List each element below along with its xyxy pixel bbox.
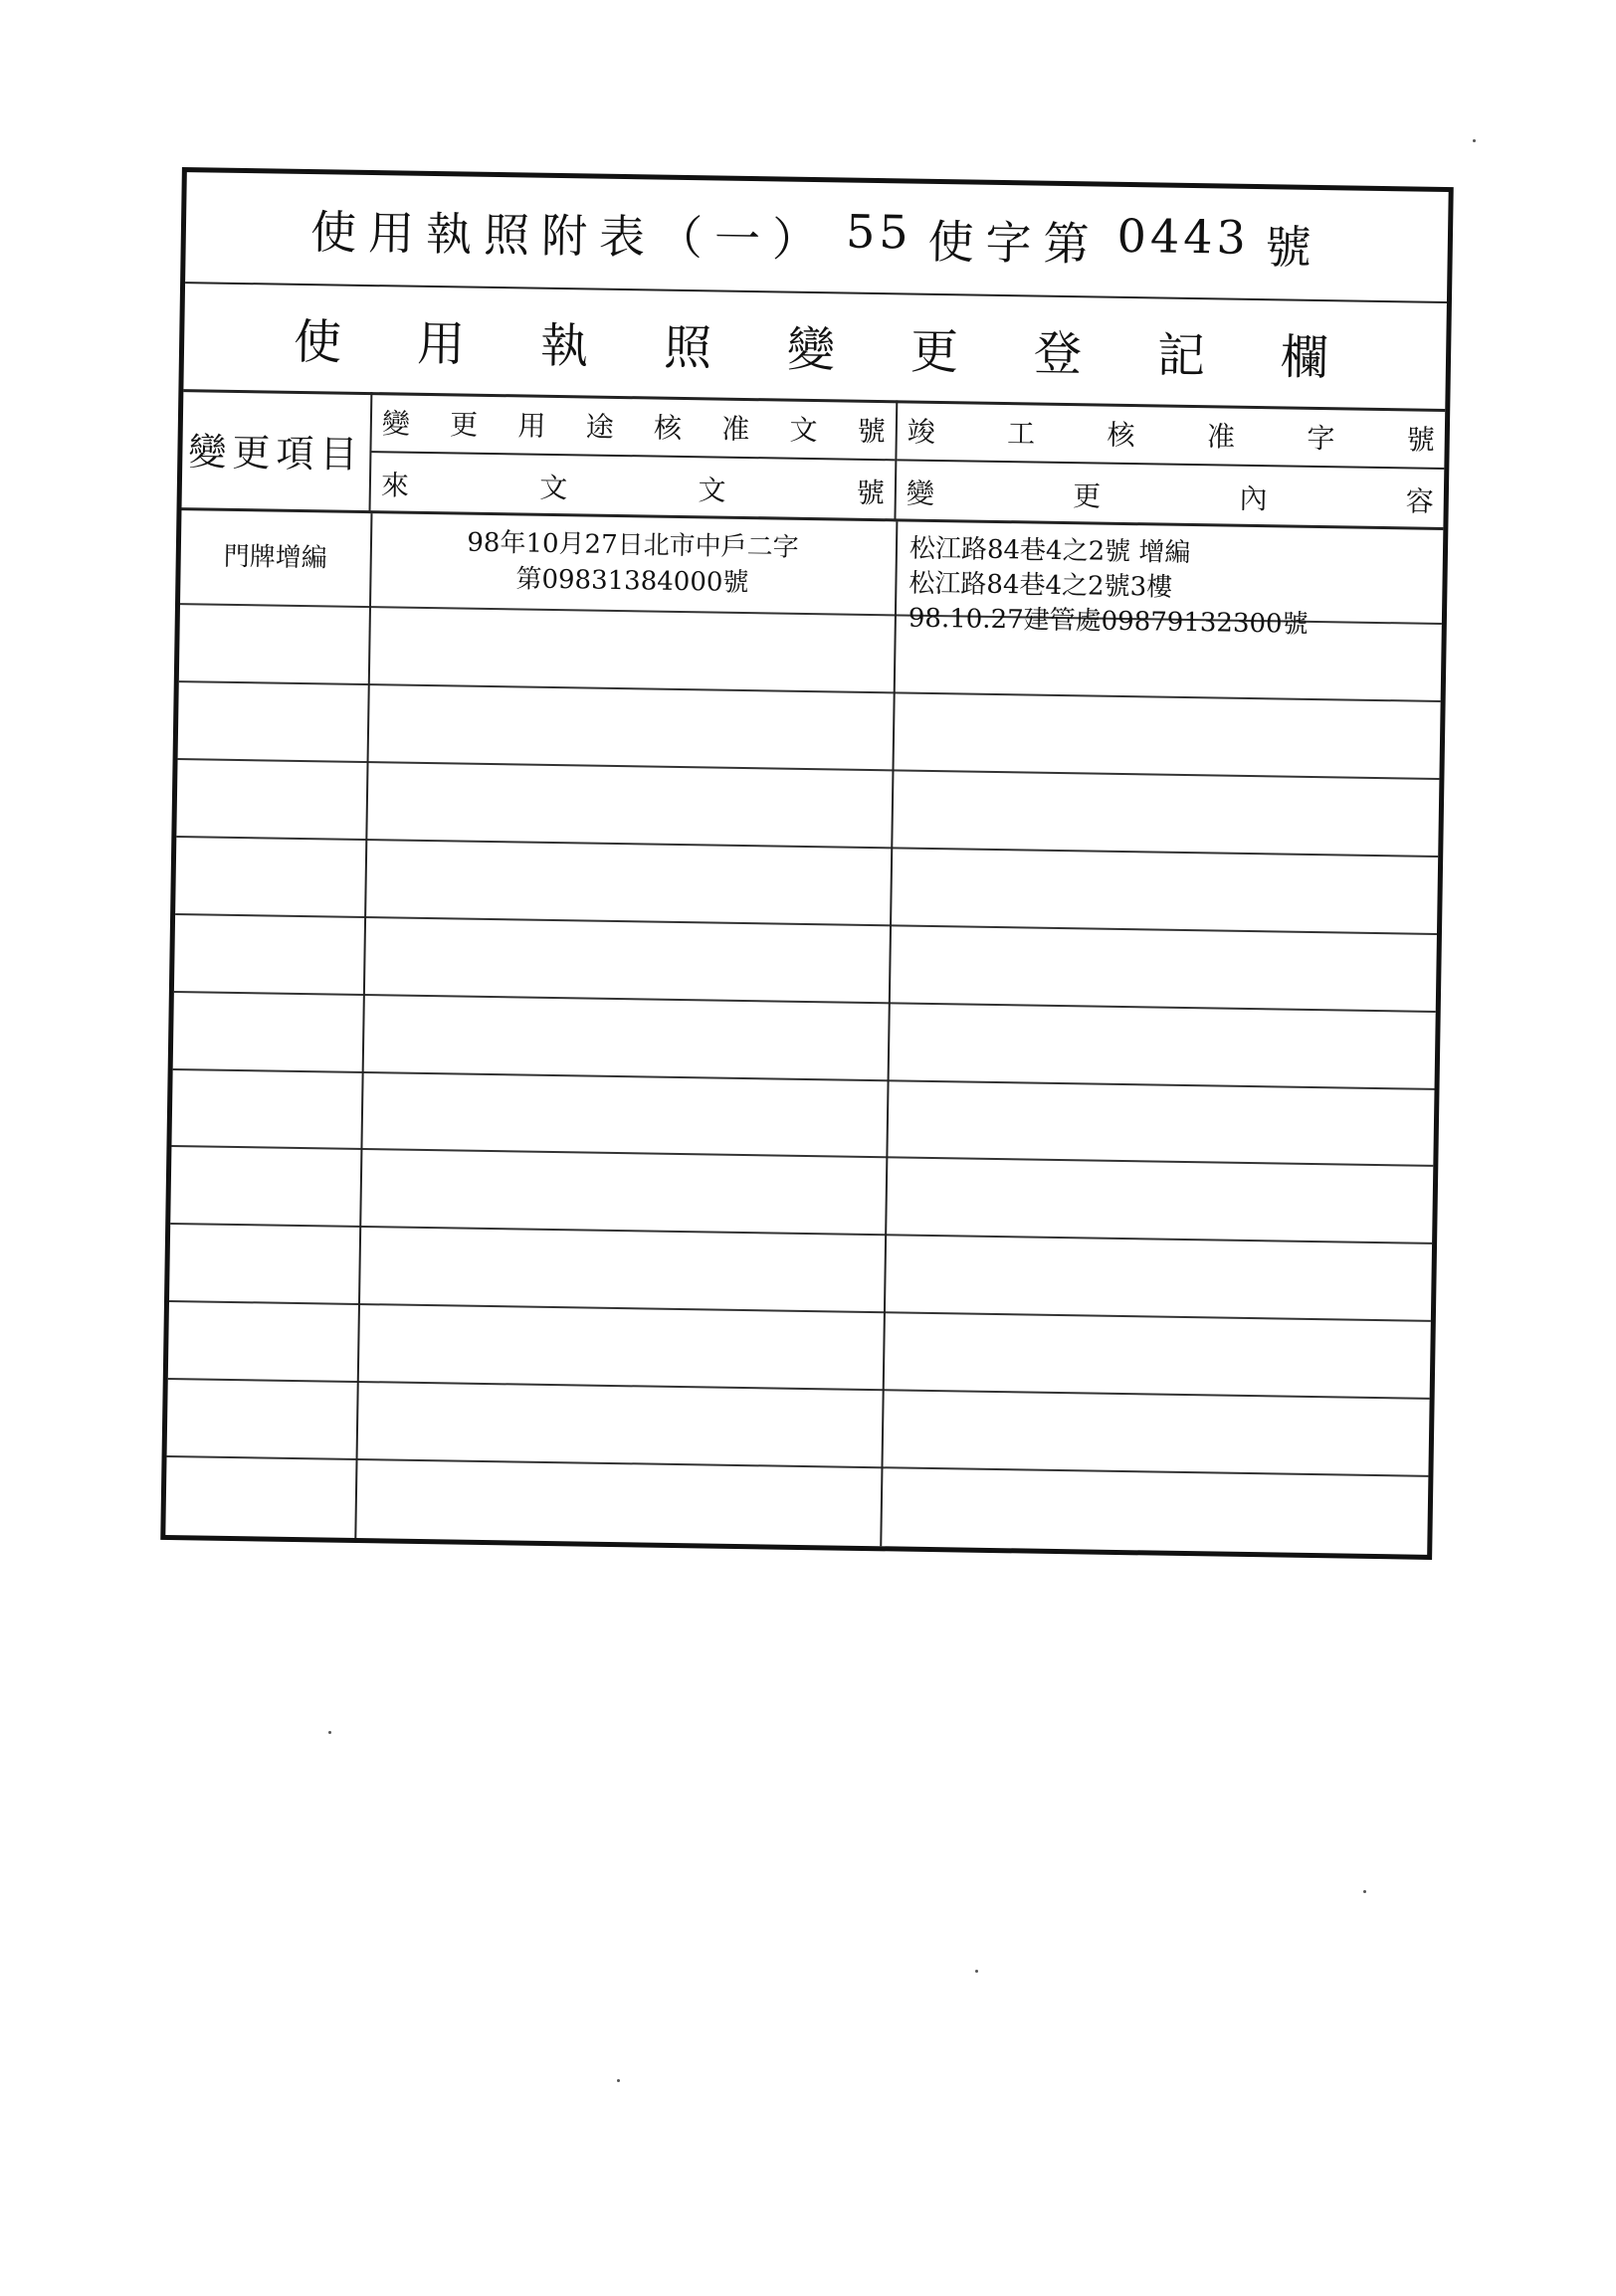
header-char: 變 <box>381 406 411 441</box>
license-type: 使字第 <box>927 214 1102 272</box>
header-approval-doc <box>370 392 898 521</box>
approval-doc-cell <box>369 513 896 614</box>
header-char: 准 <box>1206 419 1236 454</box>
license-suffix: 號 <box>1265 220 1324 276</box>
content-line: 松江路84巷4之2號3樓 <box>909 568 1173 603</box>
subtitle-char: 使 <box>293 313 342 371</box>
header-char: 字 <box>1307 421 1335 455</box>
change-content-cell <box>895 521 1443 641</box>
header-char: 文 <box>538 471 568 504</box>
license-number: 0443 <box>1116 208 1251 265</box>
license-attachment-form <box>160 167 1454 1560</box>
header-completion-content <box>896 400 1445 530</box>
subtitle-char: 執 <box>539 317 589 374</box>
header-char: 准 <box>721 412 750 446</box>
header-char: 途 <box>585 409 614 444</box>
subtitle-char: 更 <box>909 323 959 380</box>
doc-line: 98年10月27日北市中戶二字 <box>467 528 799 564</box>
header-char: 內 <box>1239 481 1268 515</box>
header-char: 號 <box>857 414 887 448</box>
header-char: 號 <box>856 476 886 509</box>
license-year: 55 <box>845 204 913 260</box>
header-char: 容 <box>1405 483 1435 518</box>
header-char: 變 <box>906 477 935 510</box>
content-line: 松江路84巷4之2號 增編 <box>909 533 1191 569</box>
doc-line: 第09831384000號 <box>515 563 749 598</box>
subtitle-char: 照 <box>663 319 712 376</box>
subtitle-char: 登 <box>1033 325 1083 382</box>
title-prefix: 使用執照附表（一） <box>309 205 831 268</box>
header-char: 來 <box>380 468 410 502</box>
header-char: 更 <box>449 407 479 442</box>
subtitle-char: 用 <box>416 315 466 373</box>
header-char: 核 <box>1107 418 1135 452</box>
change-item-cell: 門牌增編 <box>223 541 327 574</box>
header-change-item: 變更項目 <box>181 389 372 513</box>
header-char: 更 <box>1072 478 1102 513</box>
content-line: 98.10.27建管處09879132300號 <box>908 603 1309 641</box>
header-char: 竣 <box>907 415 936 449</box>
header-char: 號 <box>1406 422 1435 457</box>
header-char: 核 <box>653 411 683 445</box>
header-char: 用 <box>517 408 546 443</box>
subtitle-char: 變 <box>786 321 836 378</box>
header-char: 工 <box>1006 416 1036 451</box>
header-char: 文 <box>789 413 818 447</box>
subtitle-char: 欄 <box>1280 328 1329 386</box>
header-char: 文 <box>698 473 726 507</box>
subtitle-char: 記 <box>1156 326 1206 384</box>
